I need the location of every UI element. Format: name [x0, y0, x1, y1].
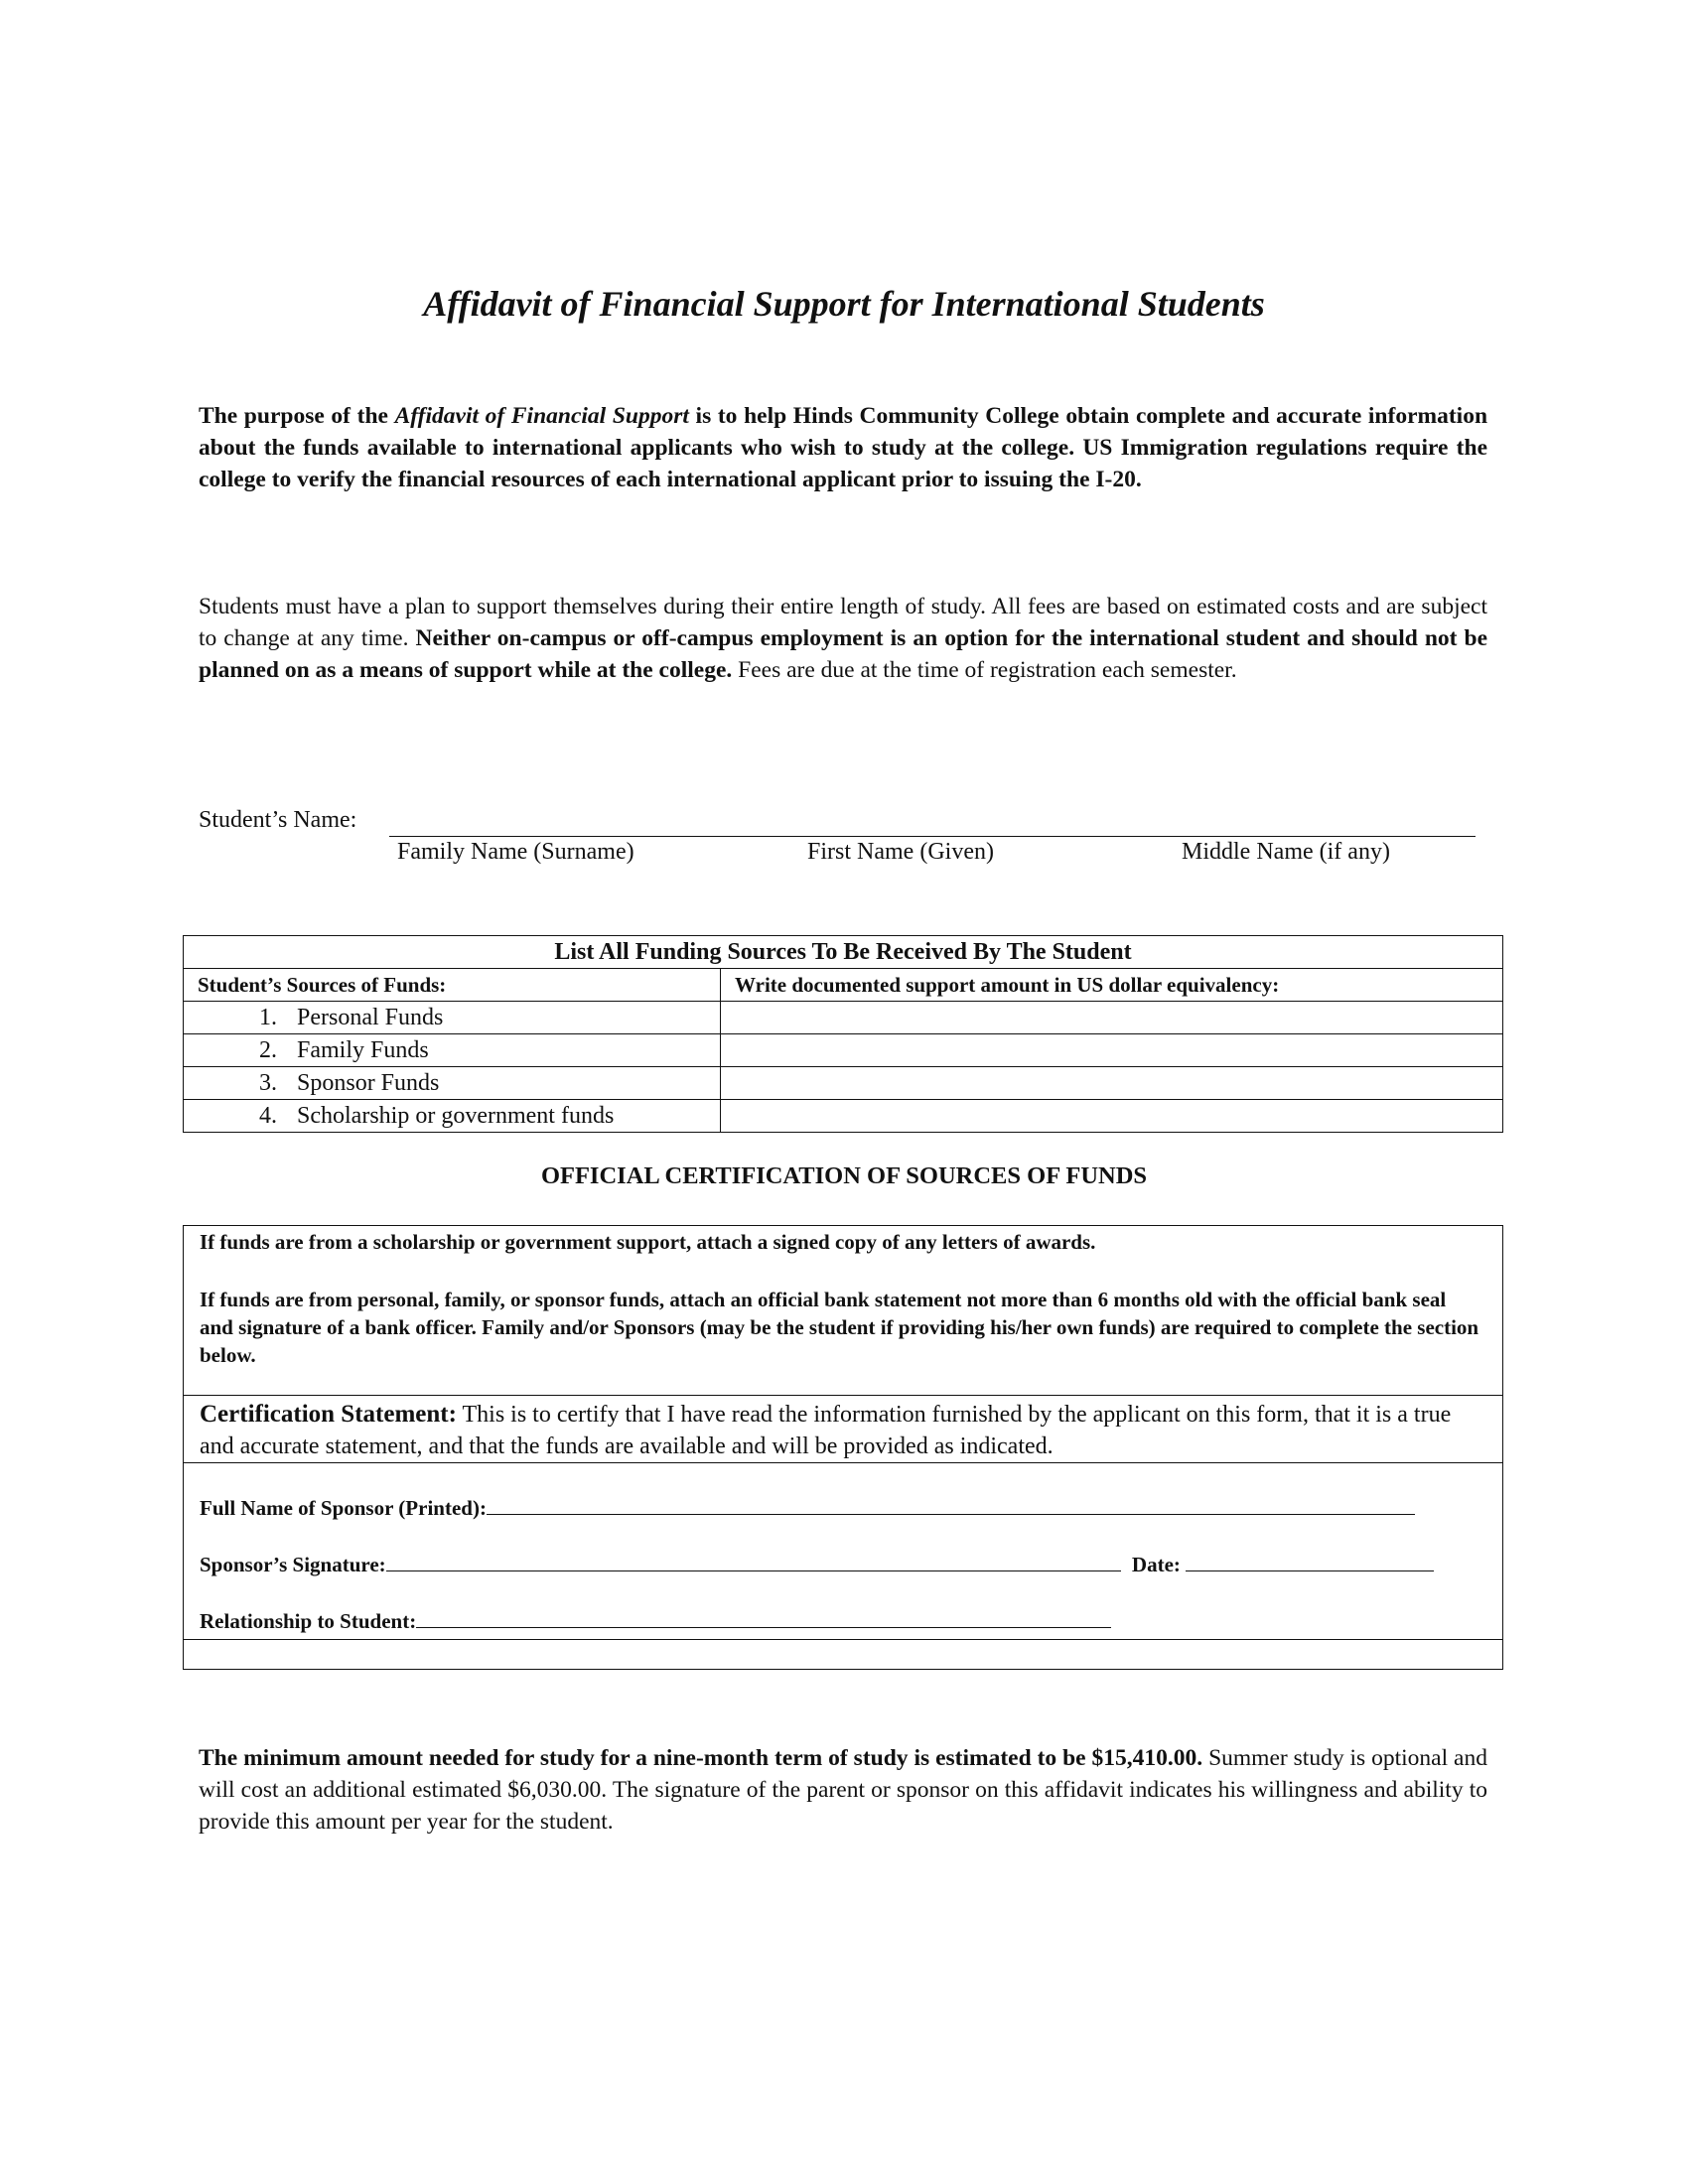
row-number: 2. — [259, 1037, 277, 1063]
family-name-caption: Family Name (Surname) — [397, 839, 634, 865]
certification-statement: Certification Statement: This is to certify that I have read the information furnished by the applicant on this form, that it is a true and accurate statement, and that the funds are available and will be provided as indicated. — [200, 1401, 1452, 1459]
page-title: Affidavit of Financial Support for International Students — [423, 284, 1265, 324]
source-label: Sponsor Funds — [297, 1070, 440, 1096]
row-number: 4. — [259, 1103, 277, 1129]
source-label: Scholarship or government funds — [297, 1103, 615, 1129]
student-name-label: Student’s Name: — [199, 807, 357, 833]
divider — [184, 1395, 1502, 1396]
source-label: Family Funds — [297, 1037, 429, 1063]
sponsor-name-field[interactable] — [487, 1496, 1415, 1515]
first-name-caption: First Name (Given) — [807, 839, 994, 865]
scholarship-note: If funds are from a scholarship or government support, attach a signed copy of any letters of awards. — [200, 1230, 1096, 1254]
family-funds-amount[interactable] — [721, 1034, 1503, 1067]
purpose-paragraph: The purpose of the Affidavit of Financial Support is to help Hinds Community College obtain complete and accurate information about the funds available to international applicants who wish to study at the college. US Immigration regulations require the college to verify the financial resources of each international applicant prior to issuing the I-20. — [199, 403, 1488, 492]
table-row — [184, 1002, 1503, 1034]
table-row — [184, 1067, 1503, 1100]
row-number: 1. — [259, 1005, 277, 1030]
relationship-label: Relationship to Student: — [200, 1609, 417, 1633]
sponsor-signature-row — [200, 1553, 1434, 1577]
certification-box — [183, 1225, 1503, 1670]
sponsor-name-row — [200, 1496, 1415, 1521]
middle-name-caption: Middle Name (if any) — [1182, 839, 1390, 865]
bank-statement-note: If funds are from personal, family, or sponsor funds, attach an official bank statement not more than 6 months old with the official bank seal and signature of a bank officer. Family and/or Sponsors (may be the student if providing his/her own funds) are required to complete the section below. — [200, 1288, 1479, 1367]
amount-column-header: Write documented support amount in US dollar equivalency: — [721, 969, 1503, 1002]
row-number: 3. — [259, 1070, 277, 1096]
scholarship-funds-amount[interactable] — [721, 1100, 1503, 1133]
source-label: Personal Funds — [297, 1005, 444, 1030]
divider — [184, 1462, 1502, 1463]
student-name-field[interactable] — [389, 836, 1476, 837]
table-row — [184, 1100, 1503, 1133]
signature-field[interactable] — [386, 1553, 1121, 1571]
table-header-row — [184, 969, 1503, 1002]
sponsor-name-label: Full Name of Sponsor (Printed): — [200, 1496, 487, 1520]
minimum-amount-paragraph: The minimum amount needed for study for a nine-month term of study is estimated to be $15,410.00. Summer study is optional and will cost an additional estimated $6,030.00. The signature of the parent or sponsor on this affidavit indicates his willingness and ability to provide this amount per year for the student. — [199, 1745, 1487, 1835]
certification-heading: OFFICIAL CERTIFICATION OF SOURCES OF FUNDS — [540, 1162, 1148, 1189]
relationship-row — [200, 1609, 1111, 1634]
personal-funds-amount[interactable] — [721, 1002, 1503, 1034]
sources-column-header: Student’s Sources of Funds: — [184, 969, 721, 1002]
support-plan-paragraph: Students must have a plan to support themselves during their entire length of study. All fees are based on estimated costs and are subject to change at any time. Neither on-campus or off-campus employment is an option for the international student and should not be planned on as a means of support while at the college. Fees are due at the time of registration each semester. — [199, 594, 1487, 683]
funding-sources-table — [183, 935, 1503, 1133]
signature-label: Sponsor’s Signature: — [200, 1553, 386, 1576]
date-field[interactable] — [1186, 1553, 1434, 1571]
divider — [184, 1639, 1502, 1640]
date-label: Date: — [1131, 1553, 1187, 1576]
table-title: List All Funding Sources To Be Received By The Student — [184, 936, 1503, 969]
relationship-field[interactable] — [416, 1609, 1111, 1628]
sponsor-funds-amount[interactable] — [721, 1067, 1503, 1100]
table-row — [184, 1034, 1503, 1067]
table-title-row — [184, 936, 1503, 969]
